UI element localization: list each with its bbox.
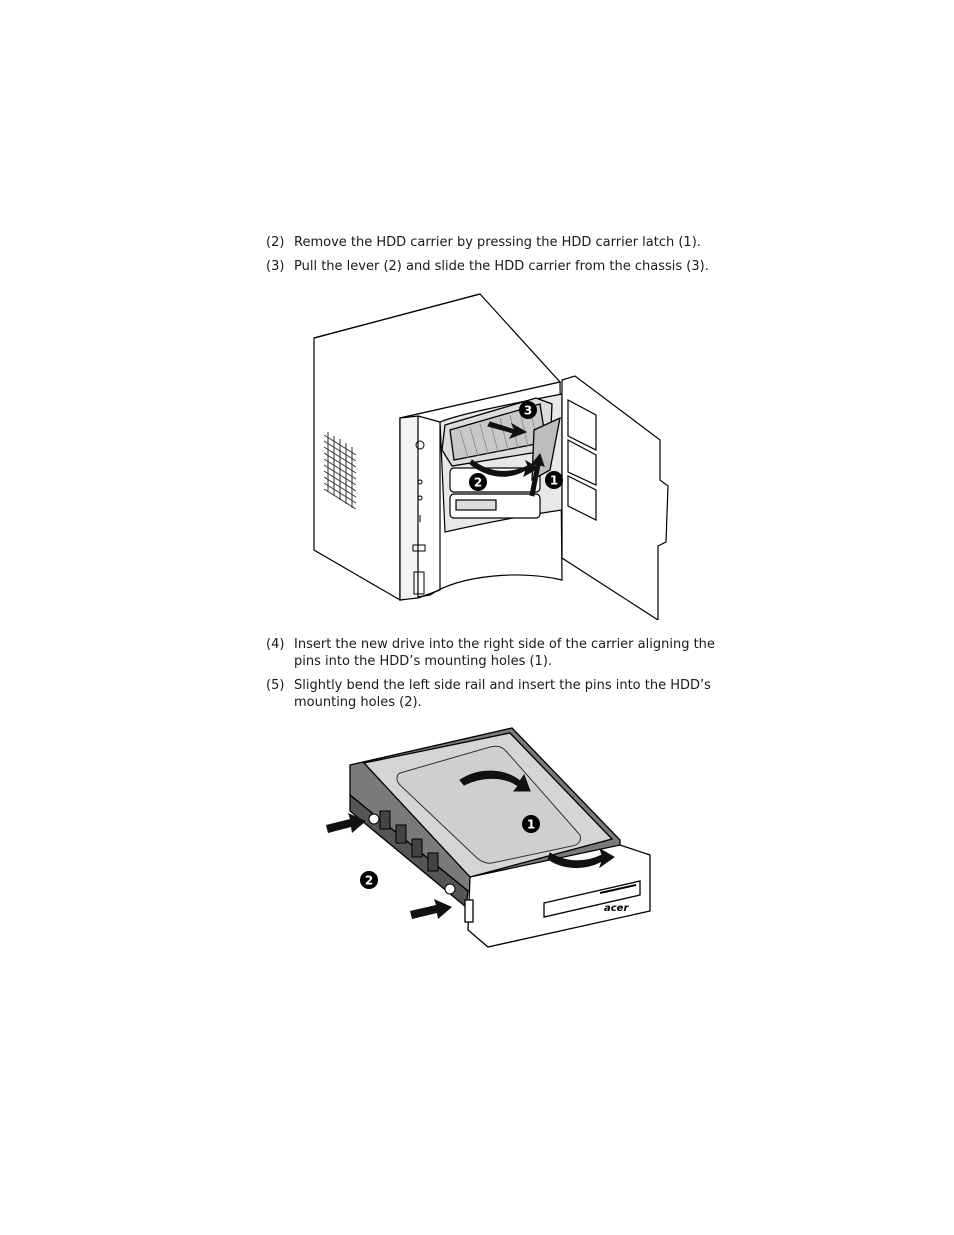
callout-2 <box>360 871 378 889</box>
chassis-illustration <box>300 290 680 620</box>
step-4 <box>266 636 716 670</box>
step-2 <box>266 234 716 251</box>
step-number: (4) <box>266 637 285 652</box>
carrier-illustration <box>320 725 660 955</box>
svg-text:2: 2 <box>473 475 483 490</box>
acer-logo: acer <box>604 903 629 914</box>
step-3 <box>266 258 716 275</box>
step-text: Slightly bend the left side rail and insert the pins into the HDD’s mounting holes (2). <box>294 678 711 710</box>
callout-1 <box>545 471 563 489</box>
svg-text:2: 2 <box>364 873 374 888</box>
step-text: Insert the new drive into the right side of the carrier aligning the pins into the HDD’s mounting holes (1). <box>294 637 715 669</box>
callout-2 <box>469 473 487 491</box>
step-number: (2) <box>266 235 285 250</box>
step-number: (3) <box>266 259 285 274</box>
step-number: (5) <box>266 678 285 693</box>
step-5 <box>266 677 716 711</box>
svg-text:3: 3 <box>523 403 533 418</box>
svg-text:1: 1 <box>526 817 536 832</box>
callout-3 <box>519 401 537 419</box>
callout-1 <box>522 815 540 833</box>
step-text: Pull the lever (2) and slide the HDD carrier from the chassis (3). <box>294 259 709 274</box>
svg-text:1: 1 <box>549 473 559 488</box>
step-text: Remove the HDD carrier by pressing the HDD carrier latch (1). <box>294 235 701 250</box>
